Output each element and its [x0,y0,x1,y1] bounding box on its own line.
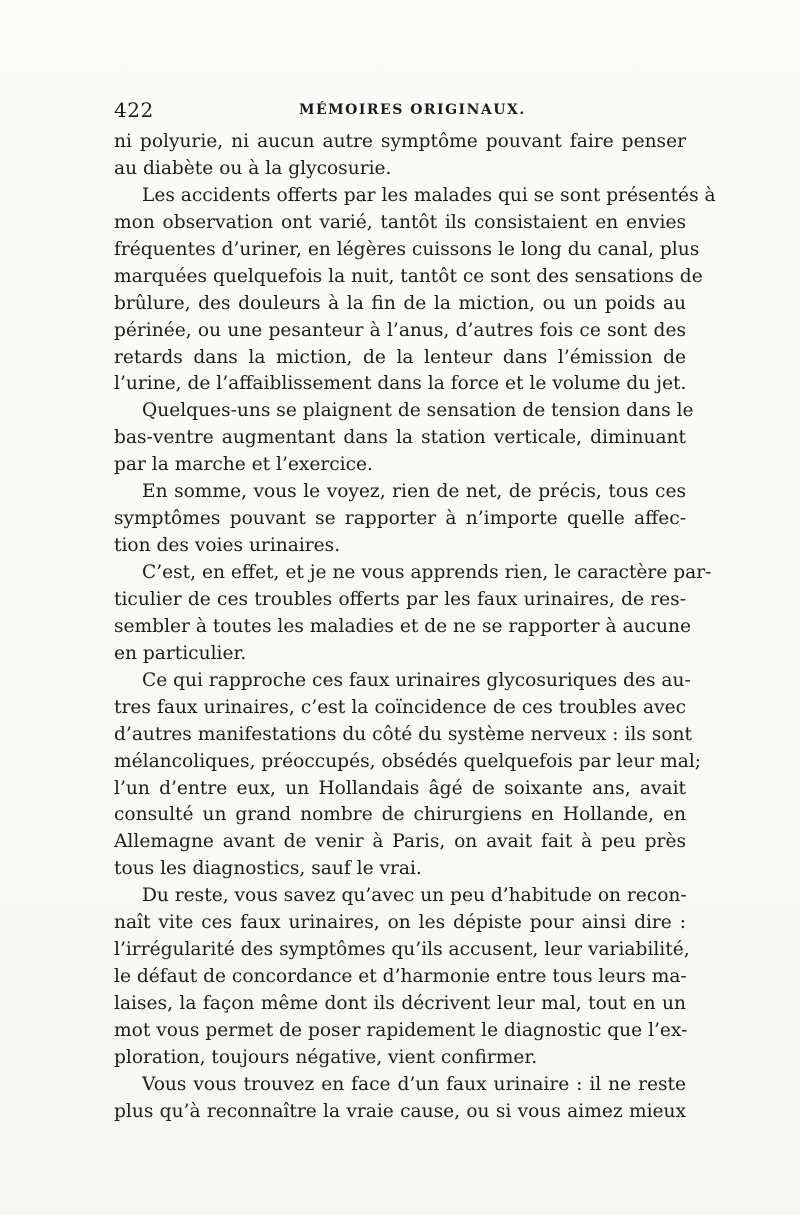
text-line: tion des voies urinaires. [114,535,341,557]
text-line: Allemagne avant de venir à Paris, on avait fait à peu près [114,831,686,853]
text-line: mélancoliques, préoccupés, obsédés quelquefois par leur mal; [114,750,702,772]
text-line: tous les diagnostics, sauf le vrai. [114,858,422,880]
text-line: ploration, toujours négative, vient confirmer. [114,1046,538,1068]
text-line: périnée, ou une pesanteur à l’anus, d’autres fois ce sont des [114,319,686,341]
text-line: le défaut de concordance et d’harmonie entre tous leurs ma- [114,966,687,988]
running-head: MÉMOIRES ORIGINAUX. [299,102,526,118]
text-line: Les accidents offerts par les malades qui se sont présentés à [142,184,716,206]
text-line: plus qu’à reconnaître la vraie cause, ou si vous aimez mieux [114,1100,686,1122]
text-line: symptômes pouvant se rapporter à n’importe quelle affec- [114,508,686,530]
text-line: mot vous permet de poser rapidement le diagnostic que l’ex- [114,1019,688,1041]
text-line: fréquentes d’uriner, en légères cuissons le long du canal, plus [114,238,700,260]
text-line: Vous vous trouvez en face d’un faux urinaire : il ne reste [142,1073,686,1095]
text-line: l’un d’entre eux, un Hollandais âgé de soixante ans, avait [114,777,686,799]
text-line: Quelques-uns se plaignent de sensation de tension dans le [142,400,694,422]
body-text [114,129,716,1126]
text-line: ticulier de ces troubles offerts par les faux urinaires, de res- [114,588,686,610]
text-line: marquées quelquefois la nuit, tantôt ce sont des sensations de [114,265,703,287]
text-line: l’urine, de l’affaiblissement dans la force et le volume du jet. [114,373,687,395]
text-line: sembler à toutes les maladies et de ne se rapporter à aucune [114,615,691,637]
text-line: d’autres manifestations du côté du système nerveux : ils sont [114,723,692,745]
text-line: naît vite ces faux urinaires, on les dépiste pour ainsi dire : [114,912,686,934]
page-header [114,98,684,128]
text-line: bas-ventre augmentant dans la station verticale, diminuant [114,427,686,449]
text-line: brûlure, des douleurs à la fin de la miction, ou un poids au [114,292,686,314]
text-line: Du reste, vous savez qu’avec un peu d’habitude on recon- [142,885,687,907]
text-line: en particulier. [114,642,247,664]
text-line: C’est, en effet, et je ne vous apprends rien, le caractère par- [142,562,712,583]
text-line: mon observation ont varié, tantôt ils consistaient en envies [114,211,686,233]
text-line: tres faux urinaires, c’est la coïncidence de ces troubles avec [114,696,686,718]
text-line: laises, la façon même dont ils décrivent leur mal, tout en un [114,993,686,1014]
text-line: En somme, vous le voyez, rien de net, de précis, tous ces [142,481,686,503]
text-line: consulté un grand nombre de chirurgiens en Hollande, en [114,804,686,826]
text-line: au diabète ou à la glycosurie. [114,157,392,179]
text-line: par la marche et l’exercice. [114,454,373,476]
text-line: l’irrégularité des symptômes qu’ils accusent, leur variabilité, [114,939,690,961]
text-line: Ce qui rapproche ces faux urinaires glycosuriques des au- [142,669,691,691]
text-line: ni polyurie, ni aucun autre symptôme pouvant faire penser [114,131,686,152]
page-number: 422 [114,98,154,122]
text-line: retards dans la miction, de la lenteur dans l’émission de [114,346,686,368]
